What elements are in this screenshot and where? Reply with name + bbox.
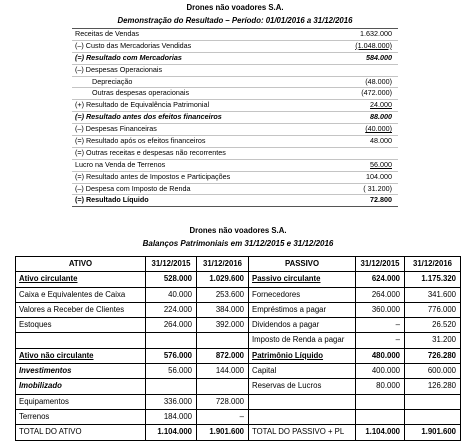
income-row (72, 184, 398, 196)
income-label: (=) Resultado com Mercadorias (75, 52, 182, 62)
liability-2016-value: 126.280 (405, 379, 461, 393)
liability-label: Imposto de Renda a pagar (249, 333, 356, 347)
liability-label: Capital (249, 364, 356, 378)
total-assets-2015-value: 1.104.000 (146, 425, 197, 439)
liabilities-2015-header: 31/12/2015 (356, 257, 405, 271)
income-value: (48.000) (365, 76, 392, 86)
assets-2016-header: 31/12/2016 (197, 257, 249, 271)
liabilities-2016-header: 31/12/2016 (405, 257, 461, 271)
balance-row (16, 395, 461, 410)
income-row (72, 65, 398, 77)
total-assets-2016-value: 1.901.600 (197, 425, 249, 439)
balance-row (16, 410, 461, 425)
income-label: (=) Resultado antes de Impostos e Participações (75, 171, 231, 181)
income-value: 48.000 (370, 136, 392, 146)
liability-label (249, 395, 356, 409)
asset-2015-value: 336.000 (146, 395, 197, 409)
income-row (72, 160, 398, 172)
liability-2016-value: 26.520 (405, 318, 461, 332)
liability-2015-value (356, 395, 405, 409)
asset-2015-value: 264.000 (146, 318, 197, 332)
company-name: Drones não voadores S.A. (189, 226, 287, 235)
income-label: (+) Resultado de Equivalência Patrimonial (75, 100, 210, 110)
liability-2016-value: 341.600 (405, 288, 461, 302)
asset-label: Estoques (16, 318, 146, 332)
total-liabilities-label: TOTAL DO PASSIVO + PL (249, 425, 356, 439)
liabilities-header: PASSIVO (249, 257, 356, 271)
assets-2015-header: 31/12/2015 (146, 257, 197, 271)
liability-2016-value (405, 395, 461, 409)
income-value: ( 31.200) (363, 183, 392, 193)
income-value: 56.000 (370, 159, 392, 169)
liability-2015-value (356, 410, 405, 424)
asset-2015-value (146, 333, 197, 347)
asset-2015-value: 576.000 (146, 349, 197, 363)
asset-2016-value (197, 333, 249, 347)
liability-2015-value: – (356, 333, 405, 347)
income-label: Receitas de Vendas (75, 29, 139, 38)
balance-row (16, 379, 461, 394)
balance-sheet (15, 224, 461, 441)
asset-label: Ativo circulante (16, 272, 146, 286)
assets-header: ATIVO (16, 257, 146, 271)
income-row (72, 136, 398, 148)
income-row (72, 77, 398, 89)
income-value: 24.000 (370, 100, 392, 110)
liability-2015-value: 360.000 (356, 303, 405, 317)
income-value: 104.000 (366, 171, 392, 181)
liability-2015-value: 400.000 (356, 364, 405, 378)
income-label: (=) Resultado antes dos efeitos financeiros (75, 112, 222, 122)
asset-label: Terrenos (16, 410, 146, 424)
liability-label: Empréstimos a pagar (249, 303, 356, 317)
balance-total-row (16, 425, 461, 440)
income-row (72, 100, 398, 112)
balance-row (16, 318, 461, 333)
balance-row (16, 349, 461, 364)
asset-2016-value: 392.000 (197, 318, 249, 332)
asset-2015-value: 56.000 (146, 364, 197, 378)
income-value: (40.000) (365, 124, 392, 134)
income-value: 584.000 (366, 52, 392, 62)
balance-row (16, 288, 461, 303)
income-row (72, 29, 398, 41)
asset-2015-value: 184.000 (146, 410, 197, 424)
liability-2015-value: 480.000 (356, 349, 405, 363)
asset-2016-value: 872.000 (197, 349, 249, 363)
income-row (72, 41, 398, 53)
liability-2016-value: 776.000 (405, 303, 461, 317)
income-label: (–) Custo das Mercadorias Vendidas (75, 40, 192, 50)
asset-label: Caixa e Equivalentes de Caixa (16, 288, 146, 302)
liability-label: Passivo circulante (249, 272, 356, 286)
asset-label: Equipamentos (16, 395, 146, 409)
liability-label: Patrimônio Líquido (249, 349, 356, 363)
income-label: (=) Outras receitas e despesas não recorrentes (75, 147, 226, 157)
balance-header-row (16, 257, 461, 272)
asset-label: Investimentos (16, 364, 146, 378)
asset-label (16, 333, 146, 347)
asset-2015-value: 528.000 (146, 272, 197, 286)
asset-label: Ativo não circulante (16, 349, 146, 363)
liability-2016-value: 31.200 (405, 333, 461, 347)
asset-2015-value: 40.000 (146, 288, 197, 302)
income-label: (–) Despesa com Imposto de Renda (75, 183, 191, 193)
asset-label: Imobilizado (16, 379, 146, 393)
liability-label (249, 410, 356, 424)
balance-row (16, 364, 461, 379)
income-value (318, 148, 398, 159)
income-row (72, 112, 398, 124)
liability-2015-value: 624.000 (356, 272, 405, 286)
asset-2016-value: 253.600 (197, 288, 249, 302)
total-assets-label: TOTAL DO ATIVO (16, 425, 146, 439)
liability-label: Fornecedores (249, 288, 356, 302)
liability-2016-value: 726.280 (405, 349, 461, 363)
income-value (318, 65, 398, 76)
statement-title: Demonstração do Resultado – Período: 01/01/2016 a 31/12/2016 (117, 16, 353, 25)
asset-label: Valores a Receber de Clientes (16, 303, 146, 317)
income-table (72, 28, 398, 207)
income-row (72, 148, 398, 160)
income-label: (=) Resultado após os efeitos financeiros (75, 136, 206, 146)
asset-2016-value: 384.000 (197, 303, 249, 317)
liability-2015-value: – (356, 318, 405, 332)
income-row (72, 88, 398, 100)
balance-row (16, 333, 461, 348)
asset-2016-value (197, 379, 249, 393)
balance-row (16, 272, 461, 287)
liability-2016-value (405, 410, 461, 424)
income-row (72, 53, 398, 65)
liability-2015-value: 80.000 (356, 379, 405, 393)
income-value: 72.800 (370, 195, 392, 205)
liability-2015-value: 264.000 (356, 288, 405, 302)
liability-label: Dividendos a pagar (249, 318, 356, 332)
company-name: Drones não voadores S.A. (186, 3, 284, 12)
income-value: (1.048.000) (355, 40, 392, 50)
asset-2016-value: 144.000 (197, 364, 249, 378)
income-value: 1.632.000 (360, 29, 392, 38)
total-liabilities-2016-value: 1.901.600 (405, 425, 461, 439)
income-row (72, 195, 398, 207)
liability-label: Reservas de Lucros (249, 379, 356, 393)
income-statement (72, 0, 398, 207)
income-label: (–) Despesas Financeiras (75, 124, 157, 134)
income-row (72, 172, 398, 184)
income-value: 88.000 (370, 112, 392, 122)
asset-2015-value (146, 379, 197, 393)
liability-2016-value: 600.000 (405, 364, 461, 378)
asset-2016-value: – (197, 410, 249, 424)
income-label: Lucro na Venda de Terrenos (75, 159, 166, 169)
balance-title: Balanços Patrimoniais em 31/12/2015 e 31/12/2016 (142, 239, 334, 248)
income-value: (472.000) (361, 88, 392, 98)
income-label: Depreciação (92, 76, 133, 86)
balance-row (16, 303, 461, 318)
income-label: Outras despesas operacionais (92, 88, 190, 98)
balance-table (15, 256, 461, 441)
income-row (72, 124, 398, 136)
asset-2016-value: 728.000 (197, 395, 249, 409)
asset-2015-value: 224.000 (146, 303, 197, 317)
liability-2016-value: 1.175.320 (405, 272, 461, 286)
asset-2016-value: 1.029.600 (197, 272, 249, 286)
income-label: (–) Despesas Operacionais (75, 64, 163, 74)
income-label: (=) Resultado Líquido (75, 195, 149, 205)
total-liabilities-2015-value: 1.104.000 (356, 425, 405, 439)
